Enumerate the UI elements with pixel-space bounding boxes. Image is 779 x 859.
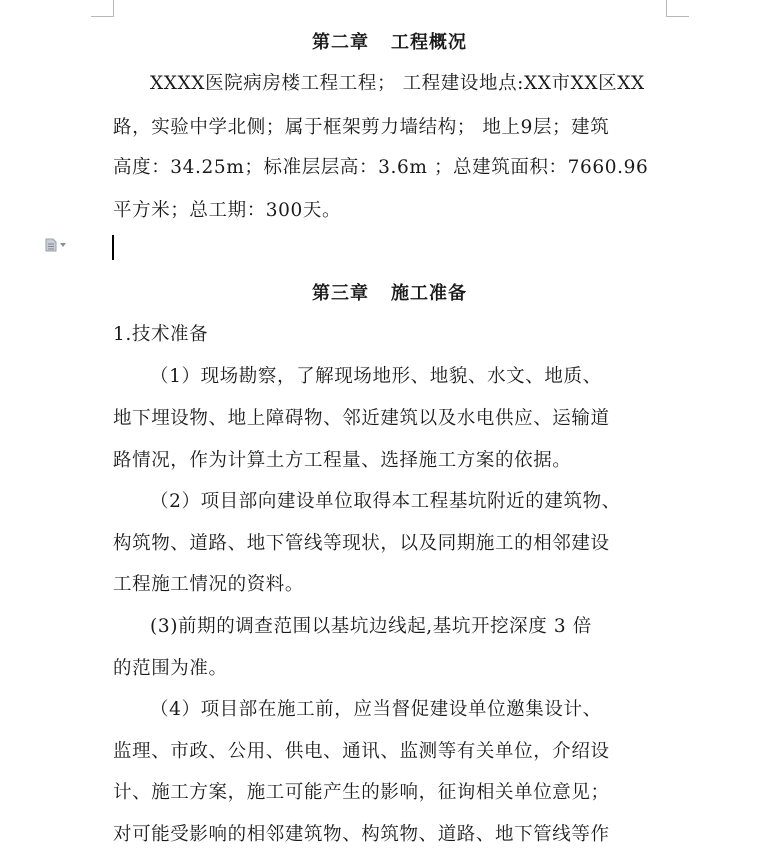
paragraph-line: 构筑物、道路、地下管线等现状，以及同期施工的相邻建设 bbox=[113, 533, 610, 554]
paragraph-line: 路情况，作为计算土方工程量、选择施工方案的依据。 bbox=[113, 450, 572, 471]
chapter-2-number: 第二章 bbox=[312, 32, 369, 53]
paragraph-line: 高度：34.25m；标准层层高：3.6m ；总建筑面积：7660.96 bbox=[113, 157, 649, 178]
section-heading: 1.技术准备 bbox=[113, 324, 209, 345]
chapter-3-heading bbox=[0, 279, 779, 305]
chevron-down-icon bbox=[60, 243, 66, 247]
chapter-2-title: 工程概况 bbox=[391, 32, 467, 53]
chapter-2-heading bbox=[0, 28, 779, 54]
chapter-3-title: 施工准备 bbox=[391, 283, 467, 304]
paragraph-line: 计、施工方案，施工可能产生的影响，征询相关单位意见； bbox=[113, 782, 610, 803]
paragraph-line: 工程施工情况的资料。 bbox=[113, 574, 305, 595]
margin-corner-mark bbox=[666, 0, 689, 17]
chapter-3-number: 第三章 bbox=[312, 283, 369, 304]
paragraph-line: 地下埋设物、地上障碍物、邻近建筑以及水电供应、运输道 bbox=[113, 408, 610, 429]
text-cursor bbox=[112, 235, 114, 260]
paragraph-line: 路，实验中学北侧；属于框架剪力墙结构； 地上9层；建筑 bbox=[113, 117, 610, 138]
paragraph-line: （1）现场勘察，了解现场地形、地貌、水文、地质、 bbox=[150, 366, 602, 387]
paragraph-line: (3)前期的调查范围以基坑边线起,基坑开挖深度 3 倍 bbox=[150, 616, 592, 637]
paragraph-line: （2）项目部向建设单位取得本工程基坑附近的建筑物、 bbox=[150, 491, 621, 512]
paragraph-line: 的范围为准。 bbox=[113, 658, 228, 679]
margin-corner-mark bbox=[91, 0, 114, 17]
paragraph-line: 对可能受影响的相邻建筑物、构筑物、道路、地下管线等作 bbox=[113, 824, 610, 845]
paragraph-options-icon[interactable] bbox=[44, 238, 72, 252]
paragraph-line: 平方米；总工期：300天。 bbox=[113, 200, 342, 221]
paragraph-line: （4）项目部在施工前，应当督促建设单位邀集设计、 bbox=[150, 699, 602, 720]
document-icon bbox=[44, 238, 58, 252]
paragraph-line: XXXX医院病房楼工程工程； 工程建设地点:XX市XX区XX bbox=[150, 73, 645, 94]
paragraph-line: 监理、市政、公用、供电、通讯、监测等有关单位，介绍设 bbox=[113, 741, 610, 762]
